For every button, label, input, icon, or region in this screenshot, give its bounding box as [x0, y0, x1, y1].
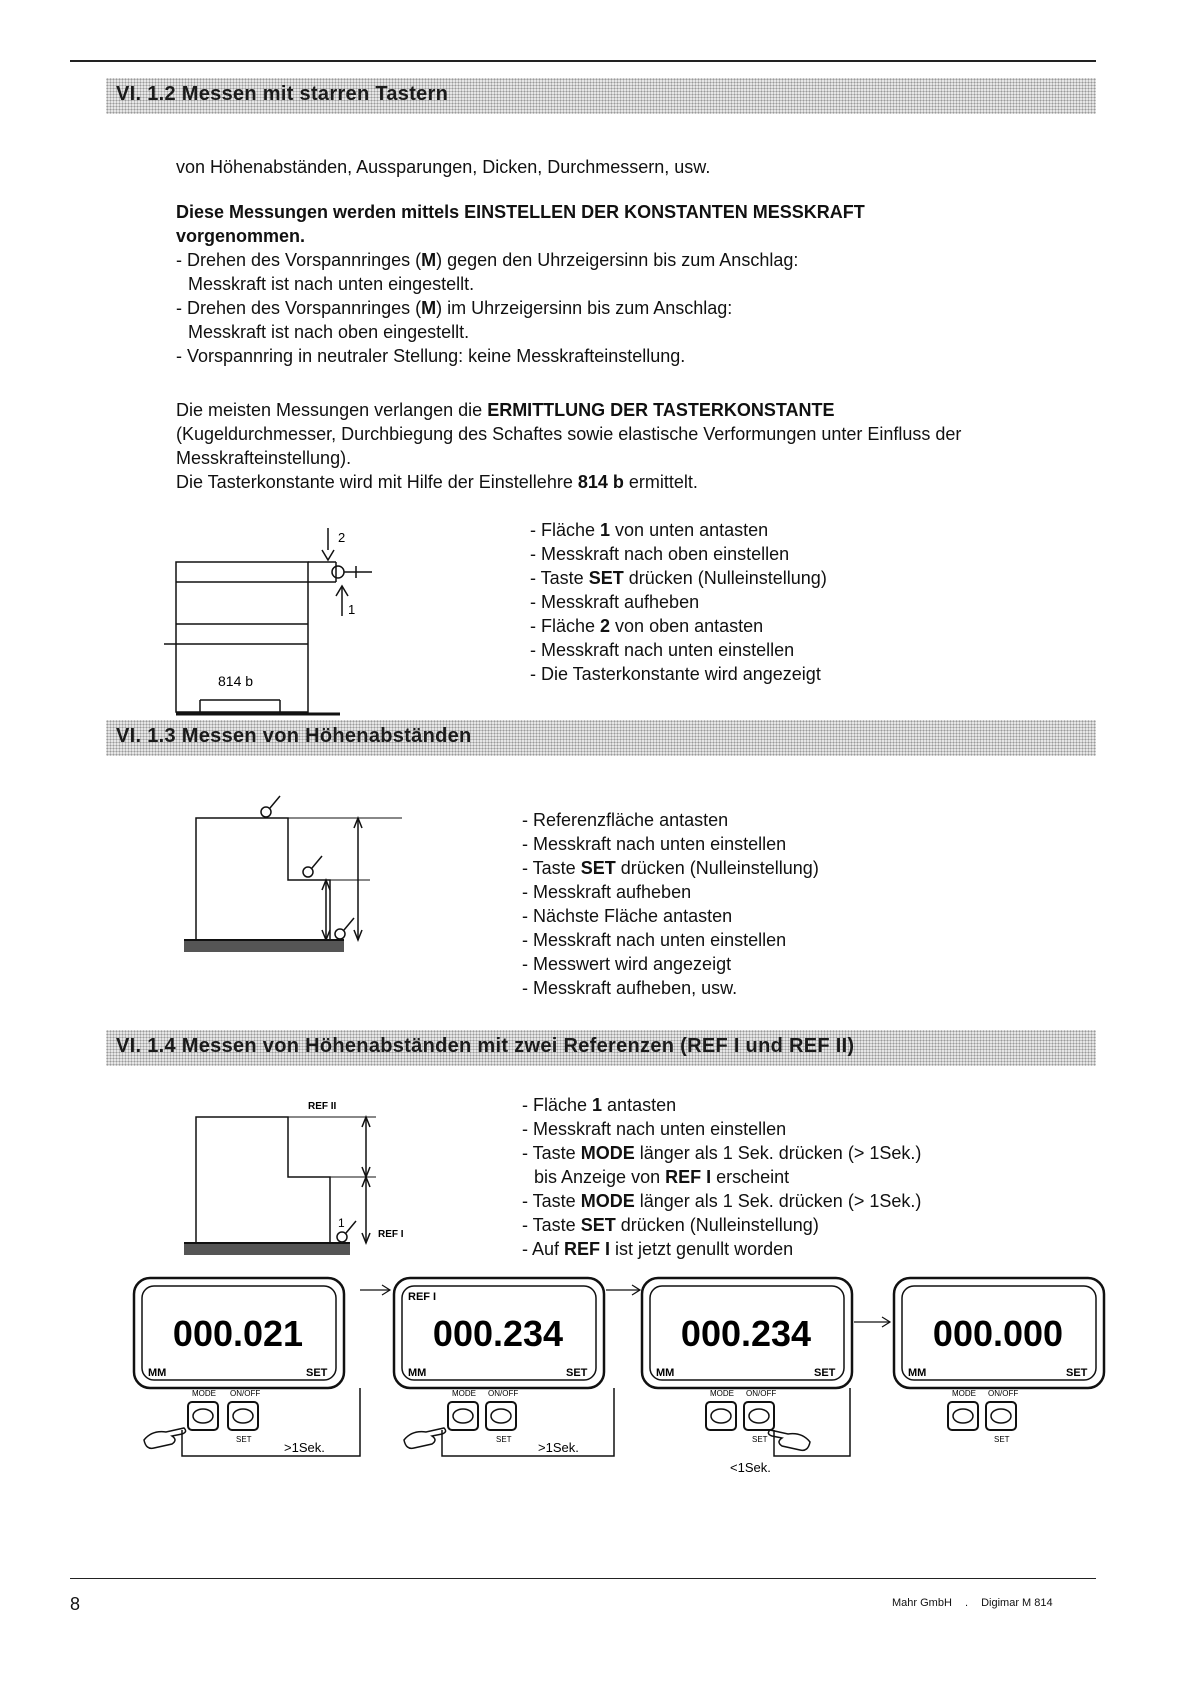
svg-text:SET: SET: [814, 1367, 836, 1379]
bottom-rule: [70, 1578, 1096, 1579]
list-item: - Die Tasterkonstante wird angezeigt: [530, 664, 821, 684]
list-item: - Messkraft nach unten einstellen: [530, 640, 795, 660]
list-item: - Auf REF I ist jetzt genullt worden: [522, 1239, 794, 1259]
svg-text:ON/OFF: ON/OFF: [230, 1389, 261, 1398]
svg-text:MODE: MODE: [952, 1389, 976, 1398]
constant-paragraph: Die meisten Messungen verlangen die ERMITTLUNG DER TASTERKONSTANTE (Kugeldurchmesser, Durchbiegung des Schaftes sowie elastische Verformungen unter Einfluss der Messkrafteinstellung). Die Tasterkonstante wird mit Hilfe der Einstellehre 814 b ermittelt.: [176, 400, 962, 492]
svg-text:MM: MM: [656, 1367, 675, 1379]
footer-credit: Mahr GmbH . Digimar M 814: [892, 1597, 1053, 1609]
svg-text:000.021: 000.021: [172, 1313, 304, 1354]
svg-text:ON/OFF: ON/OFF: [746, 1389, 777, 1398]
list-item: bis Anzeige von REF I erscheint: [534, 1167, 790, 1187]
steps-1-3: [522, 808, 819, 1000]
svg-text:SET: SET: [566, 1367, 588, 1379]
list-item: - Messkraft aufheben, usw.: [522, 978, 738, 998]
svg-text:REF I: REF I: [378, 1229, 404, 1240]
display-sequence: [130, 1270, 1110, 1480]
svg-text:MM: MM: [908, 1367, 927, 1379]
list-item: - Messwert wird angezeigt: [522, 954, 732, 974]
keypad-4: [948, 1389, 1018, 1444]
keypad-3: [706, 1389, 776, 1444]
svg-text:SET: SET: [994, 1435, 1010, 1444]
section-title: VI. 1.3 Messen von Höhenabständen: [116, 725, 472, 747]
svg-text:MODE: MODE: [192, 1389, 216, 1398]
svg-text:REF II: REF II: [308, 1101, 337, 1112]
list-item: - Nächste Fläche antasten: [522, 906, 733, 926]
list-item: - Fläche 2 von oben antasten: [530, 616, 764, 636]
svg-text:2: 2: [338, 530, 346, 545]
height-distance-figure: [180, 790, 420, 960]
list-item: - Fläche 1 von unten antasten: [530, 520, 769, 540]
svg-text:000.000: 000.000: [932, 1313, 1064, 1354]
list-item: - Taste SET drücken (Nulleinstellung): [530, 568, 827, 588]
list-item: - Taste SET drücken (Nulleinstellung): [522, 858, 819, 878]
list-item: - Messkraft nach unten einstellen: [522, 930, 787, 950]
svg-text:SET: SET: [236, 1435, 252, 1444]
svg-text:SET: SET: [306, 1367, 328, 1379]
svg-text:ON/OFF: ON/OFF: [488, 1389, 519, 1398]
list-item: - Messkraft aufheben: [522, 882, 692, 902]
list-item: - Messkraft nach oben einstellen: [530, 544, 790, 564]
list-item: - Taste MODE länger als 1 Sek. drücken (> 1Sek.): [522, 1143, 922, 1163]
list-item: - Taste MODE länger als 1 Sek. drücken (> 1Sek.): [522, 1191, 922, 1211]
svg-text:MM: MM: [148, 1367, 167, 1379]
setting-gauge-figure: [160, 520, 400, 720]
page-number: 8: [70, 1594, 81, 1614]
svg-text:MODE: MODE: [710, 1389, 734, 1398]
intro-text: von Höhenabständen, Aussparungen, Dicken, Durchmessern, usw.: [176, 157, 711, 177]
keypad-1: [188, 1389, 260, 1444]
list-item: - Taste SET drücken (Nulleinstellung): [522, 1215, 819, 1235]
force-paragraph: Diese Messungen werden mittels EINSTELLEN DER KONSTANTEN MESSKRAFT vorgenommen. - Drehen des Vorspannringes (M) gegen den Uhrzeigersinn bis zum Anschlag: Messkraft ist nach unten eingestellt. - Drehen des Vorspannringes (M) im Uhrzeigersinn bis zum Anschlag: Messkraft ist nach oben eingestellt. - Vorspannring in neutraler Stellung: keine Messkrafteinstellung.: [176, 202, 865, 366]
section-heading-1-4: [106, 1030, 1096, 1066]
list-item: - Messkraft aufheben: [530, 592, 700, 612]
svg-text:MODE: MODE: [452, 1389, 476, 1398]
list-item: - Referenzfläche antasten: [522, 810, 729, 830]
svg-text:1: 1: [338, 1216, 345, 1230]
top-rule: [70, 60, 1096, 62]
two-reference-figure: [180, 1095, 440, 1265]
svg-text:000.234: 000.234: [432, 1313, 564, 1354]
lcd-display-3: [642, 1278, 852, 1388]
svg-text:1: 1: [348, 602, 356, 617]
svg-text:000.234: 000.234: [680, 1313, 812, 1354]
svg-text:>1Sek.: >1Sek.: [538, 1440, 579, 1455]
svg-text:SET: SET: [752, 1435, 768, 1444]
svg-text:<1Sek.: <1Sek.: [730, 1460, 771, 1475]
steps-1-4: [522, 1093, 921, 1261]
steps-1-2: [530, 518, 827, 686]
svg-text:REF I: REF I: [408, 1291, 437, 1303]
section-title: VI. 1.2 Messen mit starren Tastern: [116, 83, 449, 105]
section-heading-1-2: [106, 78, 1096, 114]
lcd-display-2: [394, 1278, 604, 1388]
lcd-display-4: [894, 1278, 1104, 1388]
keypad-2: [448, 1389, 518, 1444]
lcd-display-1: [134, 1278, 344, 1388]
svg-text:ON/OFF: ON/OFF: [988, 1389, 1019, 1398]
section-heading-1-3: [106, 720, 1096, 756]
section-title: VI. 1.4 Messen von Höhenabständen mit zwei Referenzen (REF I und REF II): [116, 1035, 855, 1057]
pointing-hand-icon: [144, 1428, 186, 1448]
list-item: - Fläche 1 antasten: [522, 1095, 677, 1115]
list-item: - Messkraft nach unten einstellen: [522, 834, 787, 854]
svg-text:>1Sek.: >1Sek.: [284, 1440, 325, 1455]
svg-text:SET: SET: [1066, 1367, 1088, 1379]
svg-text:SET: SET: [496, 1435, 512, 1444]
svg-text:MM: MM: [408, 1367, 427, 1379]
svg-text:814 b: 814 b: [218, 673, 254, 689]
pointing-hand-icon: [404, 1428, 446, 1448]
list-item: - Messkraft nach unten einstellen: [522, 1119, 787, 1139]
